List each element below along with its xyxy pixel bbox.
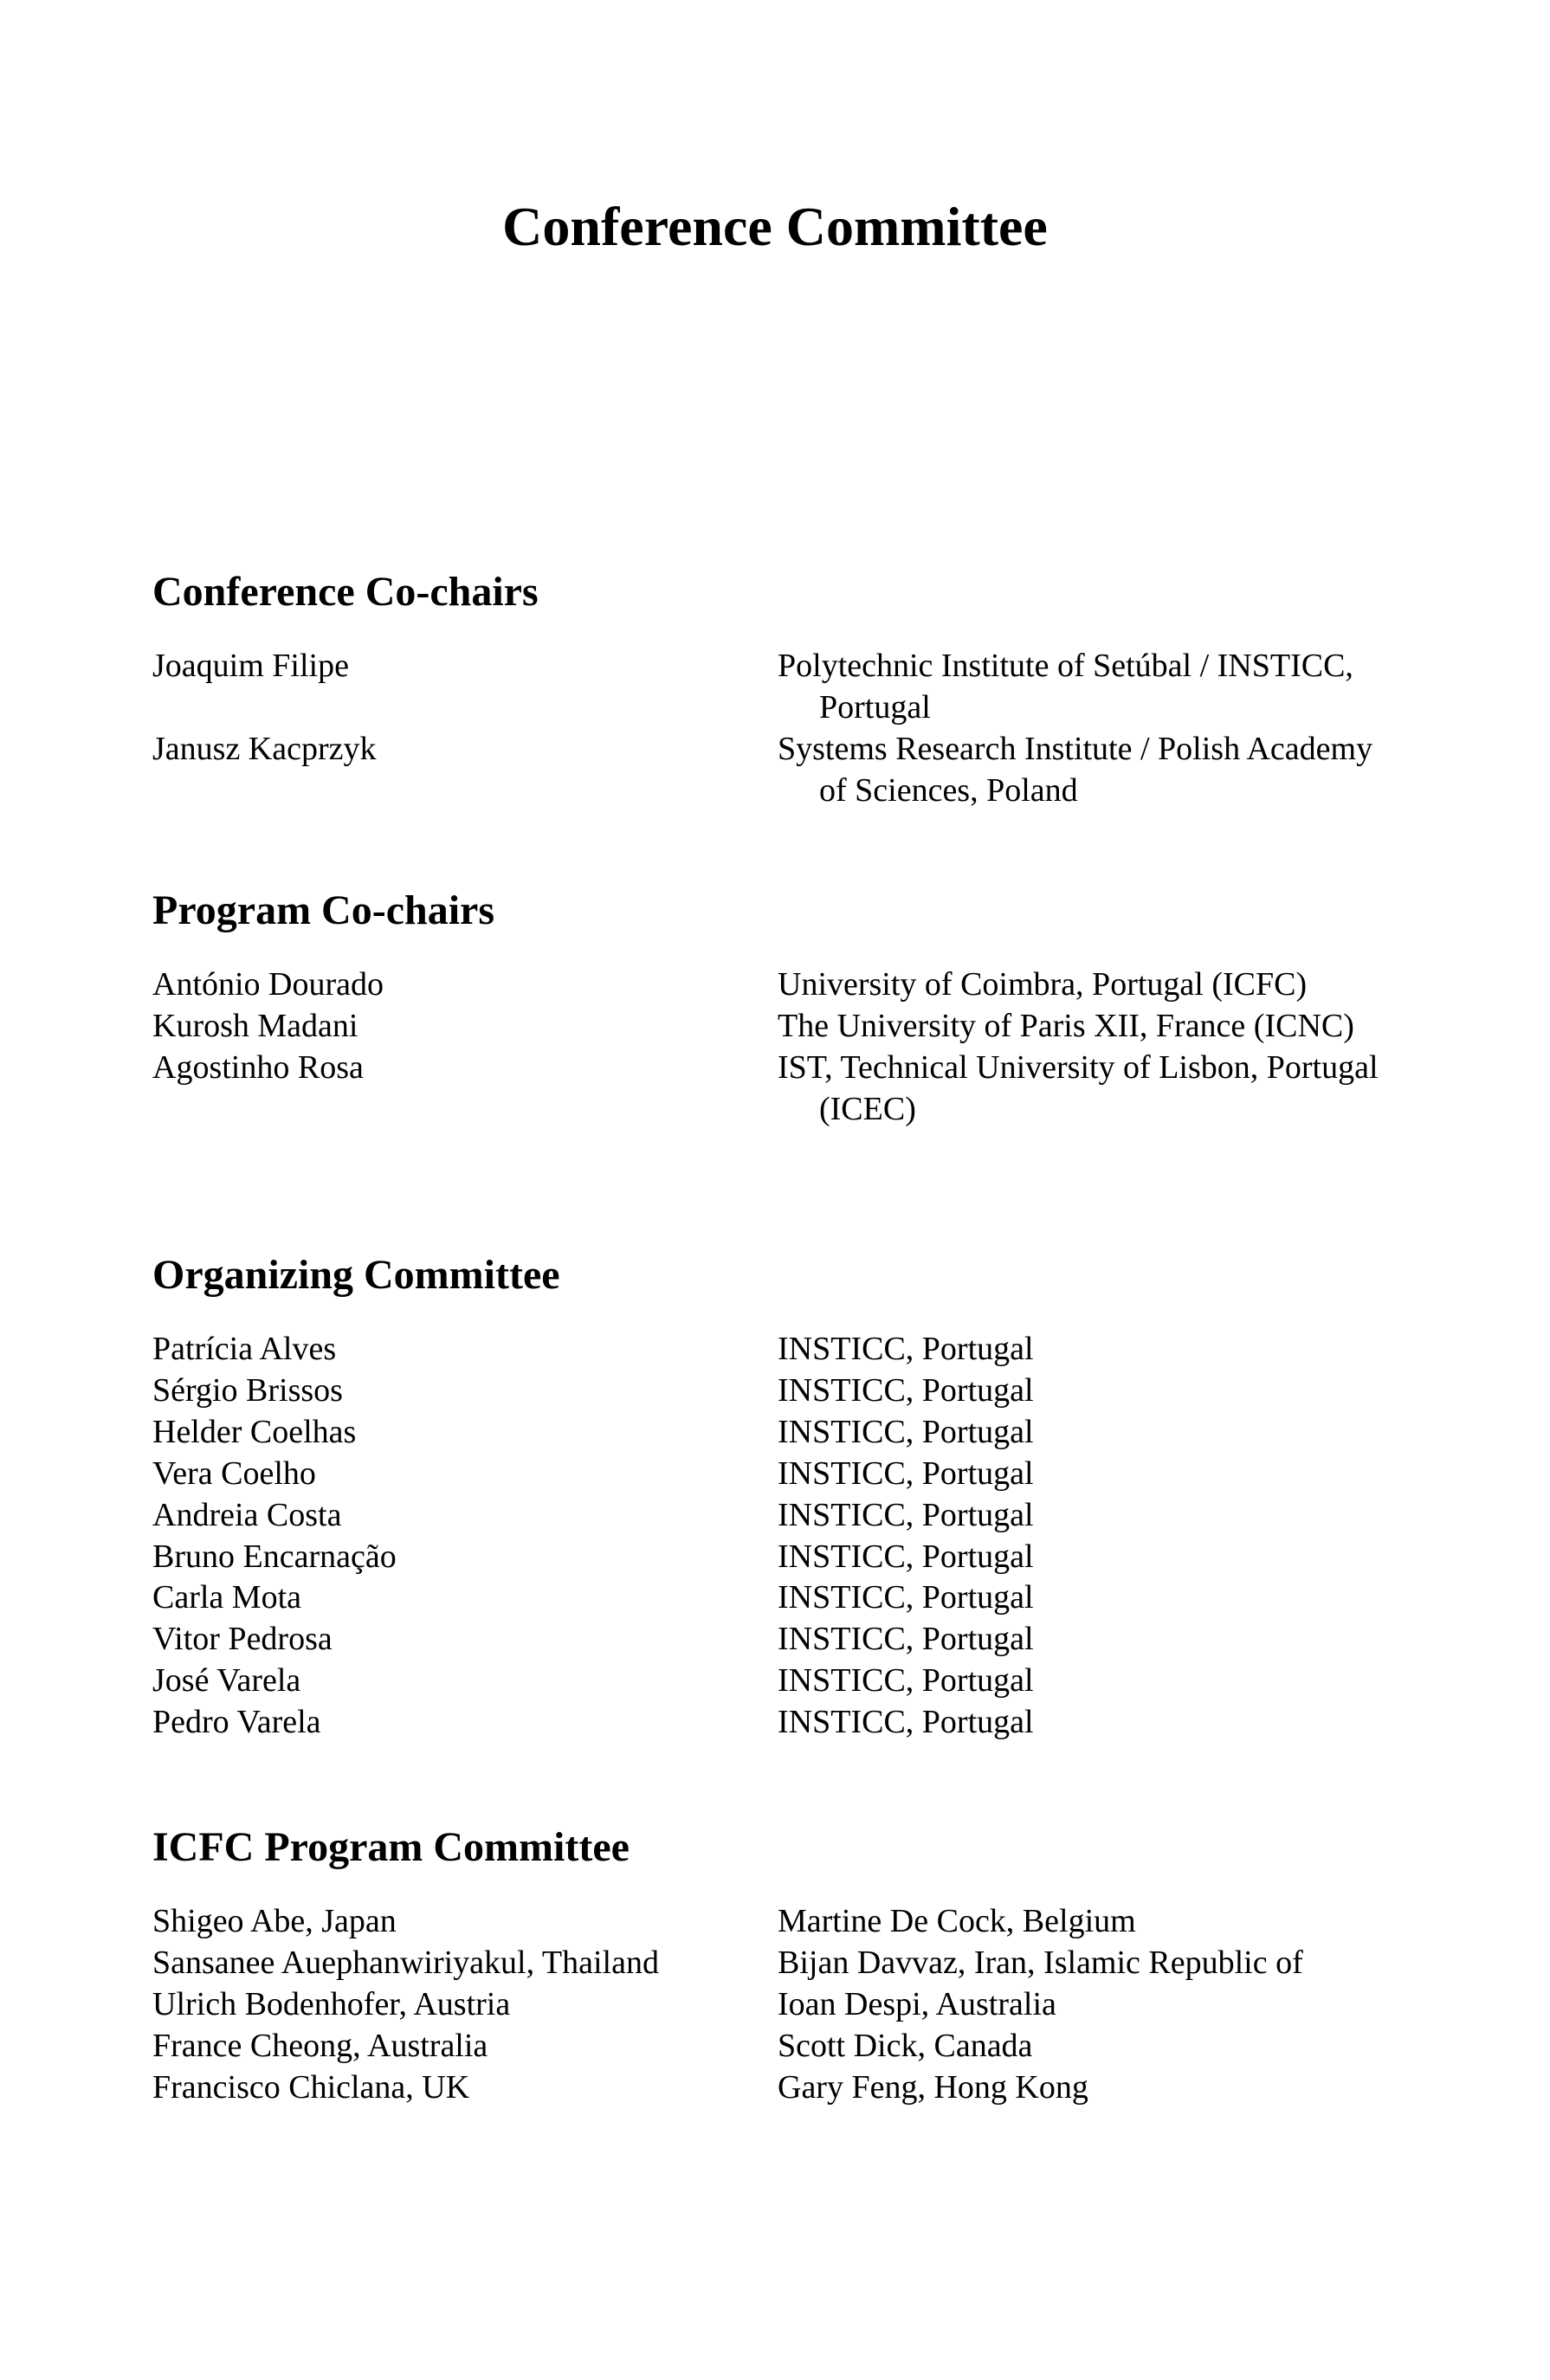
member-right: Ioan Despi, Australia	[778, 1985, 1056, 2022]
member-name: Sérgio Brissos	[152, 1371, 343, 1409]
member-right: Martine De Cock, Belgium	[778, 1903, 1136, 1939]
member-affiliation: University of Coimbra, Portugal (ICFC)	[778, 966, 1308, 1003]
member-name: Vera Coelho	[152, 1454, 316, 1492]
committee-row	[152, 1371, 1408, 1412]
member-right: Gary Feng, Hong Kong	[778, 2068, 1088, 2106]
member-name: Janusz Kacprzyk	[152, 730, 377, 767]
member-name: Andreia Costa	[152, 1496, 342, 1533]
member-affiliation: INSTICC, Portugal	[778, 1662, 1034, 1700]
committee-row	[152, 1702, 1408, 1744]
section-conference-cochairs	[152, 564, 1408, 812]
section-program-cochairs	[152, 883, 1408, 1131]
member-name: José Varela	[152, 1662, 301, 1700]
member-name: Agostinho Rosa	[152, 1048, 364, 1086]
page-title: Conference Committee	[502, 196, 1048, 257]
committee-row	[152, 2026, 1408, 2067]
member-name: Pedro Varela	[152, 1704, 321, 1741]
committee-row	[152, 1661, 1408, 1702]
committee-row	[152, 1619, 1408, 1661]
committee-row	[152, 1901, 1408, 1943]
committee-list	[152, 964, 1408, 1131]
member-affiliation: The University of Paris XII, France (ICNC)	[778, 1007, 1354, 1044]
section-heading: Program Co-chairs	[152, 887, 495, 933]
member-name: Vitor Pedrosa	[152, 1621, 333, 1658]
section-heading: ICFC Program Committee	[152, 1824, 630, 1870]
committee-row	[152, 1454, 1408, 1495]
committee-list	[152, 646, 1408, 812]
member-affiliation: INSTICC, Portugal	[778, 1621, 1034, 1658]
committee-list	[152, 1901, 1408, 2109]
committee-row	[152, 2067, 1408, 2109]
member-name: Joaquim Filipe	[152, 648, 349, 684]
member-left: Ulrich Bodenhofer, Austria	[152, 1985, 511, 2022]
committee-row	[152, 1984, 1408, 2026]
committee-row	[152, 1048, 1408, 1131]
member-affiliation: INSTICC, Portugal	[778, 1704, 1034, 1741]
member-left: Shigeo Abe, Japan	[152, 1903, 397, 1939]
section-heading: Organizing Committee	[152, 1252, 560, 1298]
committee-row	[152, 964, 1408, 1006]
committee-row	[152, 729, 1408, 812]
member-affiliation: INSTICC, Portugal	[778, 1454, 1034, 1492]
member-affiliation: INSTICC, Portugal	[778, 1331, 1034, 1367]
member-name: Patrícia Alves	[152, 1331, 337, 1367]
member-name: Carla Mota	[152, 1579, 302, 1616]
member-affiliation: IST, Technical University of Lisbon, Portugal (ICEC)	[778, 1048, 1379, 1127]
member-affiliation: Systems Research Institute / Polish Academy of Sciences, Poland	[778, 730, 1373, 809]
committee-row	[152, 1495, 1408, 1537]
committee-row	[152, 1537, 1408, 1578]
member-left: France Cheong, Australia	[152, 2027, 488, 2064]
committee-row	[152, 646, 1408, 729]
member-affiliation: INSTICC, Portugal	[778, 1579, 1034, 1616]
section-icfc-program-committee	[152, 1820, 1408, 2109]
member-affiliation: INSTICC, Portugal	[778, 1496, 1034, 1533]
committee-list	[152, 1329, 1408, 1744]
member-right: Scott Dick, Canada	[778, 2027, 1033, 2064]
member-affiliation: Polytechnic Institute of Setúbal / INSTICC, Portugal	[778, 648, 1353, 726]
section-organizing-committee	[152, 1248, 1408, 1744]
member-left: Sansanee Auephanwiriyakul, Thailand	[152, 1944, 659, 1981]
member-left: Francisco Chiclana, UK	[152, 2068, 470, 2106]
member-name: Bruno Encarnação	[152, 1538, 397, 1575]
committee-row	[152, 1412, 1408, 1454]
member-affiliation: INSTICC, Portugal	[778, 1538, 1034, 1575]
committee-row	[152, 1329, 1408, 1371]
member-name: Kurosh Madani	[152, 1007, 358, 1044]
member-name: António Dourado	[152, 966, 384, 1003]
member-affiliation: INSTICC, Portugal	[778, 1413, 1034, 1450]
committee-row	[152, 1577, 1408, 1619]
committee-row	[152, 1006, 1408, 1048]
member-affiliation: INSTICC, Portugal	[778, 1371, 1034, 1409]
section-heading: Conference Co-chairs	[152, 569, 539, 615]
member-name: Helder Coelhas	[152, 1413, 357, 1450]
committee-row	[152, 1943, 1408, 1984]
member-right: Bijan Davvaz, Iran, Islamic Republic of	[778, 1944, 1303, 1981]
